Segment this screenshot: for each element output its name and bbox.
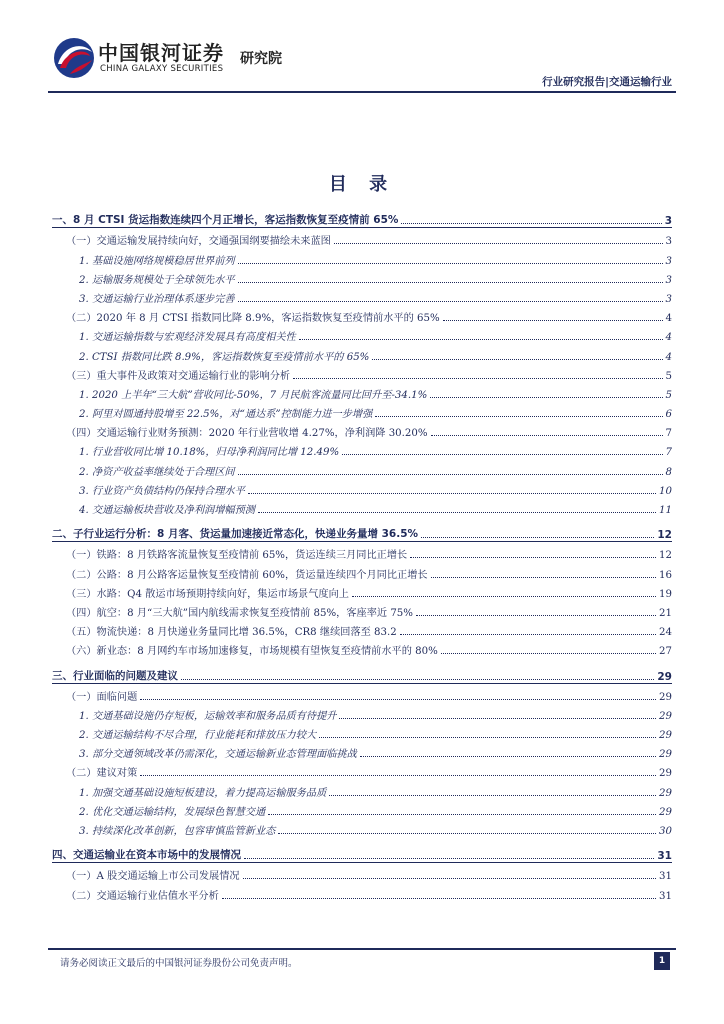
toc-entry-level-2[interactable]	[52, 619, 672, 638]
toc-entry-page: 31	[659, 890, 672, 902]
toc-entry-page: 4	[665, 351, 672, 363]
toc-entry-label: 1. 基础设施网络规模稳居世界前列	[79, 255, 235, 267]
toc-entry-level-1[interactable]	[52, 663, 672, 683]
toc-leader-dots	[299, 339, 663, 340]
toc-entry-label: 1. 交通基础设施仍存短板，运输效率和服务品质有待提升	[79, 710, 337, 722]
toc-entry-page: 3	[665, 255, 672, 267]
toc-entry-label: 2. 净资产收益率继续处于合理区间	[79, 466, 235, 478]
toc-entry-level-3[interactable]	[52, 458, 672, 477]
toc-entry-level-2[interactable]	[52, 581, 672, 600]
toc-entry-label: （五）物流快递：8 月快递业务量同比增 36.5%，CR8 继续回落至 83.2	[66, 627, 397, 639]
toc-entry-page: 10	[659, 485, 672, 497]
page-number: 1	[654, 952, 670, 970]
toc-entry-level-3[interactable]	[52, 703, 672, 722]
toc-entry-page: 29	[659, 710, 672, 722]
toc-leader-dots	[372, 359, 662, 360]
toc-leader-dots	[238, 282, 663, 283]
toc-leader-dots	[441, 653, 656, 654]
toc-entry-level-3[interactable]	[52, 478, 672, 497]
header-divider	[48, 91, 676, 93]
toc-entry-label: （四）航空：8 月“三大航”国内航线需求恢复至疫情前 85%，客座率近 75%	[66, 607, 413, 619]
toc-entry-label: 四、交通运输业在资本市场中的发展情况	[52, 849, 241, 862]
toc-entry-level-2[interactable]	[52, 760, 672, 779]
toc-entry-page: 29	[659, 806, 672, 818]
toc-entry-level-3[interactable]	[52, 818, 672, 837]
toc-entry-label: 1. 加强交通基础设施短板建设，着力提高运输服务品质	[79, 787, 327, 799]
toc-entry-level-3[interactable]	[52, 286, 672, 305]
toc-leader-dots	[181, 679, 654, 680]
toc-entry-label: （二）建议对策	[66, 768, 138, 780]
toc-entry-label: 2. 交通运输结构不尽合理，行业能耗和排放压力较大	[79, 730, 317, 742]
toc-entry-level-2[interactable]	[52, 561, 672, 580]
toc-entry-page: 24	[659, 627, 672, 639]
toc-entry-label: （四）交通运输行业财务预测：2020 年行业营收增 4.27%，净利润降 30.20%	[66, 428, 428, 440]
page-header	[0, 0, 724, 96]
toc-leader-dots	[140, 699, 656, 700]
toc-leader-dots	[400, 634, 656, 635]
toc-leader-dots	[243, 878, 656, 879]
toc-entry-label: 一、8 月 CTSI 货运指数连续四个月正增长，客运指数恢复至疫情前 65%	[52, 214, 399, 227]
toc-entry-level-3[interactable]	[52, 247, 672, 266]
toc-entry-level-3[interactable]	[52, 799, 672, 818]
toc-entry-level-3[interactable]	[52, 382, 672, 401]
toc-entry-label: （六）新业态：8 月网约车市场加速修复，市场规模有望恢复至疫情前水平的 80%	[66, 646, 438, 658]
toc-entry-label: 4. 交通运输板块营收及净利润增幅预测	[79, 505, 255, 516]
toc-entry-page: 27	[659, 646, 672, 658]
toc-leader-dots	[278, 833, 656, 834]
toc-entry-label: （三）重大事件及政策对交通运输行业的影响分析	[66, 370, 291, 382]
toc-entry-page: 3	[665, 274, 672, 286]
toc-entry-level-3[interactable]	[52, 401, 672, 420]
logo-english-name: CHINA GALAXY SECURITIES	[100, 64, 224, 74]
toc-entry-page: 11	[659, 505, 672, 516]
toc-entry-label: 二、子行业运行分析：8 月客、货运量加速接近常态化，快递业务量增 36.5%	[52, 528, 419, 541]
toc-leader-dots	[244, 858, 654, 859]
toc-leader-dots	[375, 416, 662, 417]
toc-entry-label: （三）水路：Q4 散运市场预期持续向好，集运市场景气度向上	[66, 588, 349, 600]
toc-entry-label: （一）A 股交通运输上市公司发展情况	[66, 871, 240, 883]
toc-entry-level-2[interactable]	[52, 638, 672, 657]
toc-leader-dots	[238, 474, 663, 475]
logo-chinese-name: 中国银河证券	[98, 41, 224, 65]
toc-entry-page: 29	[659, 787, 672, 799]
toc-entry-label: （二）2020 年 8 月 CTSI 指数同比降 8.9%，客运指数恢复至疫情前水平的 65%	[66, 313, 440, 325]
toc-entry-level-2[interactable]	[52, 420, 672, 439]
toc-entry-level-3[interactable]	[52, 324, 672, 343]
toc-leader-dots	[339, 718, 656, 719]
toc-entry-label: 1. 行业营收同比增 10.18%，归母净利润同比增 12.49%	[79, 447, 340, 459]
table-of-contents	[52, 208, 672, 902]
toc-entry-level-1[interactable]	[52, 208, 672, 228]
toc-entry-page: 8	[665, 466, 672, 478]
toc-leader-dots	[258, 512, 656, 513]
toc-entry-label: 2. 运输服务规模处于全球领先水平	[79, 274, 235, 286]
toc-entry-page: 5	[665, 370, 672, 382]
toc-leader-dots	[293, 378, 662, 379]
toc-entry-page: 3	[665, 236, 672, 248]
toc-entry-level-3[interactable]	[52, 722, 672, 741]
report-type: 行业研究报告|交通运输行业	[542, 76, 672, 88]
toc-leader-dots	[222, 898, 656, 899]
toc-leader-dots	[334, 243, 663, 244]
toc-leader-dots	[342, 454, 662, 455]
toc-entry-page: 4	[665, 313, 672, 325]
toc-entry-level-2[interactable]	[52, 882, 672, 901]
toc-entry-label: 3. 持续深化改革创新，包容审慎监管新业态	[79, 826, 276, 837]
toc-entry-page: 12	[659, 550, 672, 562]
galaxy-logo-icon	[50, 34, 98, 82]
toc-entry-page: 4	[665, 332, 672, 344]
toc-entry-label: 三、行业面临的问题及建议	[52, 669, 178, 682]
toc-leader-dots	[430, 397, 662, 398]
toc-entry-level-2[interactable]	[52, 228, 672, 247]
toc-entry-page: 29	[659, 691, 672, 703]
toc-entry-page: 29	[659, 768, 672, 780]
toc-entry-label: 2. 优化交通运输结构，发展绿色智慧交通	[79, 806, 266, 818]
toc-entry-page: 12	[657, 529, 672, 542]
toc-entry-page: 29	[657, 670, 672, 683]
toc-entry-page: 7	[665, 428, 672, 440]
toc-entry-page: 30	[659, 826, 672, 837]
toc-entry-page: 3	[665, 293, 672, 305]
toc-entry-page: 31	[657, 850, 672, 863]
footer-divider	[48, 948, 676, 950]
toc-entry-page: 7	[665, 447, 672, 459]
toc-entry-level-2[interactable]	[52, 363, 672, 382]
toc-entry-level-3[interactable]	[52, 779, 672, 798]
toc-leader-dots	[140, 775, 656, 776]
toc-entry-label: （一）铁路：8 月铁路客流量恢复至疫情前 65%，货运连续三月同比正增长	[66, 550, 408, 562]
toc-entry-page: 29	[659, 730, 672, 742]
toc-entry-level-2[interactable]	[52, 542, 672, 561]
toc-entry-page: 16	[659, 569, 672, 581]
toc-leader-dots	[416, 615, 656, 616]
toc-leader-dots	[431, 435, 663, 436]
toc-entry-level-2[interactable]	[52, 863, 672, 882]
toc-leader-dots	[410, 557, 656, 558]
toc-entry-label: （一）面临问题	[66, 691, 138, 703]
toc-entry-level-1[interactable]	[52, 522, 672, 542]
toc-entry-page: 21	[659, 607, 672, 619]
toc-leader-dots	[238, 263, 663, 264]
toc-entry-label: 3. 交通运输行业治理体系逐步完善	[79, 293, 235, 305]
toc-leader-dots	[360, 756, 656, 757]
disclaimer-text: 请务必阅读正文最后的中国银河证券股份公司免责声明。	[60, 958, 298, 969]
toc-entry-label: （一）交通运输发展持续向好，交通强国纲要描绘未来蓝图	[66, 236, 331, 248]
toc-entry-label: 1. 2020 上半年“三大航”营收同比-50%，7 月民航客流量同比回升至-34.1%	[79, 389, 428, 401]
toc-leader-dots	[352, 596, 656, 597]
toc-entry-label: （二）交通运输行业估值水平分析	[66, 890, 219, 902]
toc-entry-label: 2. CTSI 指数同比跌 8.9%，客运指数恢复至疫情前水平的 65%	[79, 351, 370, 363]
toc-entry-level-3[interactable]	[52, 439, 672, 458]
toc-entry-level-3[interactable]	[52, 497, 672, 516]
toc-entry-label: 2. 阿里对圆通持股增至 22.5%，对“通达系”控制能力进一步增强	[79, 409, 373, 421]
toc-entry-label: 3. 部分交通领域改革仍需深化，交通运输新业态管理面临挑战	[79, 749, 357, 761]
toc-entry-page: 29	[659, 749, 672, 761]
toc-title: 目 录	[328, 174, 396, 195]
toc-leader-dots	[268, 814, 656, 815]
toc-entry-page: 19	[659, 588, 672, 600]
toc-leader-dots	[248, 493, 656, 494]
toc-leader-dots	[238, 301, 663, 302]
toc-entry-page: 31	[659, 871, 672, 883]
toc-entry-page: 6	[665, 409, 672, 421]
toc-entry-page: 3	[664, 215, 672, 228]
toc-leader-dots	[431, 577, 656, 578]
toc-entry-page: 5	[665, 389, 672, 401]
toc-entry-label: 1. 交通运输指数与宏观经济发展具有高度相关性	[79, 332, 296, 344]
toc-entry-label: 3. 行业资产负债结构仍保持合理水平	[79, 485, 245, 497]
toc-entry-level-3[interactable]	[52, 343, 672, 362]
toc-entry-level-3[interactable]	[52, 741, 672, 760]
institute-label: 研究院	[240, 51, 282, 67]
toc-entry-level-3[interactable]	[52, 267, 672, 286]
toc-entry-level-1[interactable]	[52, 843, 672, 863]
toc-leader-dots	[401, 223, 661, 224]
toc-entry-level-2[interactable]	[52, 305, 672, 324]
toc-leader-dots	[319, 737, 656, 738]
toc-leader-dots	[421, 537, 654, 538]
toc-entry-level-2[interactable]	[52, 600, 672, 619]
toc-leader-dots	[329, 795, 656, 796]
toc-leader-dots	[443, 320, 663, 321]
toc-entry-level-2[interactable]	[52, 684, 672, 703]
toc-entry-label: （二）公路：8 月公路客运量恢复至疫情前 60%，货运量连续四个月同比正增长	[66, 569, 428, 581]
